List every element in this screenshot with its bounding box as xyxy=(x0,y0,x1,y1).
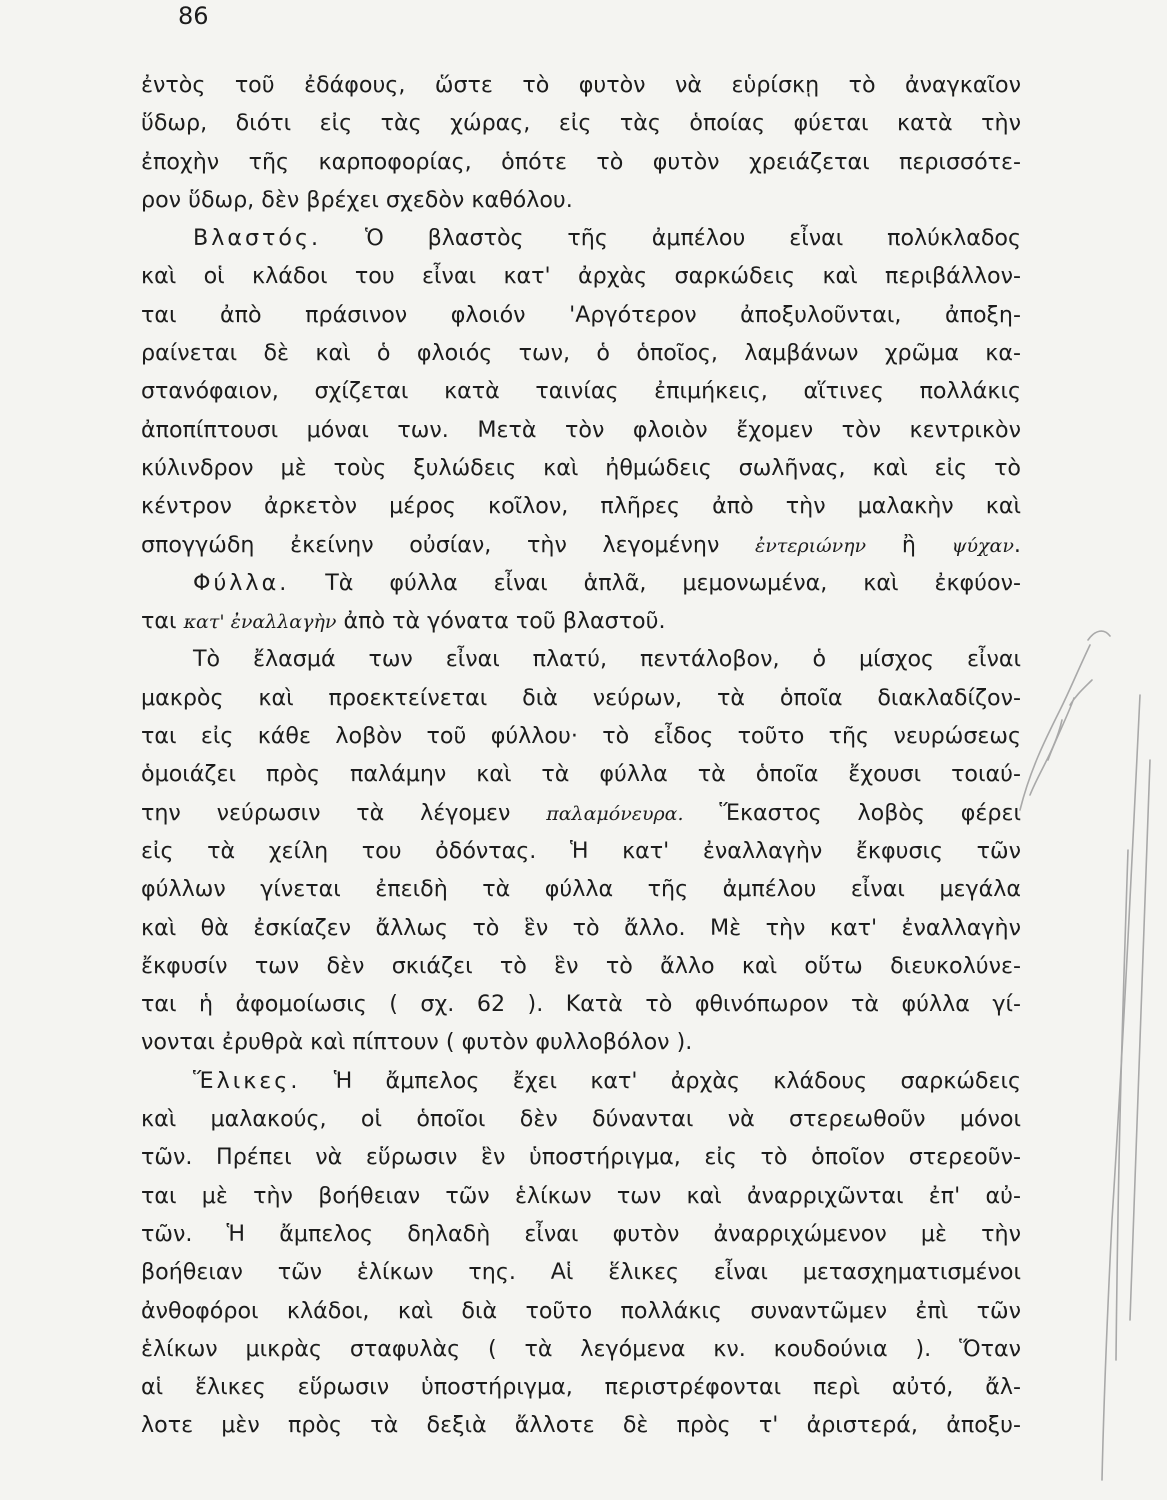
text-line xyxy=(141,334,1021,372)
text-line xyxy=(141,1177,1021,1215)
line-text: καὶ μαλακούς, οἱ ὁποῖοι δὲν δύνανται νὰ στερεωθοῦν μόνοι xyxy=(141,1106,1021,1133)
text-line xyxy=(141,640,1021,678)
line-text: ἀπὸ τὰ γόνατα τοῦ βλαστοῦ. xyxy=(343,608,666,635)
text-line xyxy=(141,564,1021,602)
text-line xyxy=(141,832,1021,870)
line-text: ἢ xyxy=(901,531,916,558)
line-text: κύλινδρον μὲ τοὺς ξυλώδεις καὶ ἠθμώδεις σωλῆνας, καὶ εἰς τὸ xyxy=(141,454,1021,481)
line-text: ται εἰς κάθε λοβὸν τοῦ φύλλου· τὸ εἶδος τοῦτο τῆς νευρώσεως xyxy=(141,723,1021,750)
line-text: ται xyxy=(141,608,177,635)
text-line xyxy=(141,372,1021,410)
text-line xyxy=(141,487,1021,525)
italic-term: κατ' ἐναλλαγὴν xyxy=(183,611,337,634)
line-text: ἐποχὴν τῆς καρποφορίας, ὁπότε τὸ φυτὸν χρειάζεται περισσότε- xyxy=(141,148,1021,175)
line-text: καὶ οἱ κλάδοι του εἶναι κατ' ἀρχὰς σαρκώδεις καὶ περιβάλλον- xyxy=(141,263,1021,290)
line-text: ρον ὕδωρ, δὲν βρέχει σχεδὸν καθόλου. xyxy=(141,186,573,213)
text-line xyxy=(141,1062,1021,1100)
line-text: ται μὲ τὴν βοήθειαν τῶν ἑλίκων των καὶ ἀναρριχῶνται ἐπ' αὐ- xyxy=(141,1182,1021,1209)
text-line xyxy=(141,717,1021,755)
line-text: ἑλίκων μικρὰς σταφυλὰς ( τὰ λεγόμενα κν. κουδούνια ). Ὅταν xyxy=(141,1335,1021,1362)
line-text: ὁμοιάζει πρὸς παλάμην καὶ τὰ φύλλα τὰ ὁποῖα ἔχουσι τοιαύ- xyxy=(141,761,1021,788)
line-text: ὕδωρ, διότι εἰς τὰς χώρας, εἰς τὰς ὁποίας φύεται κατὰ τὴν xyxy=(141,110,1021,137)
line-text: μακρὸς καὶ προεκτείνεται διὰ νεύρων, τὰ ὁποῖα διακλαδίζον- xyxy=(141,684,1021,711)
line-text: την νεύρωσιν τὰ λέγομεν xyxy=(141,799,511,826)
line-text: Ἕκαστος λοβὸς φέρει xyxy=(719,799,1021,826)
line-text: τῶν. Ἡ ἄμπελος δηλαδὴ εἶναι φυτὸν ἀναρριχώμενον μὲ τὴν xyxy=(141,1220,1021,1247)
text-line xyxy=(141,909,1021,947)
line-text: αἱ ἕλικες εὕρωσιν ὑποστήριγμα, περιστρέφονται περὶ αὐτό, ἄλ- xyxy=(141,1374,1021,1401)
text-line xyxy=(141,1292,1021,1330)
text-line xyxy=(141,1138,1021,1176)
text-line xyxy=(141,526,1021,564)
line-text: φύλλων γίνεται ἐπειδὴ τὰ φύλλα τῆς ἀμπέλου εἶναι μεγάλα xyxy=(141,876,1021,903)
text-line xyxy=(141,181,1021,219)
page-number: 86 xyxy=(178,2,209,30)
section-heading: Ἕλικες. xyxy=(193,1067,301,1094)
text-line xyxy=(141,602,1021,640)
text-line xyxy=(141,296,1021,334)
text-line xyxy=(141,66,1021,104)
text-line xyxy=(141,449,1021,487)
line-text: Τὰ φύλλα εἶναι ἁπλᾶ, μεμονωμένα, καὶ ἐκφύον- xyxy=(325,569,1021,596)
line-text: ται ἡ ἀφομοίωσις ( σχ. 62 ). Κατὰ τὸ φθινόπωρον τὰ φύλλα γί- xyxy=(141,991,1021,1018)
line-text: ἀνθοφόροι κλάδοι, καὶ διὰ τοῦτο πολλάκις συναντῶμεν ἐπὶ τῶν xyxy=(141,1297,1021,1324)
text-line xyxy=(141,411,1021,449)
line-text: νονται ἐρυθρὰ καὶ πίπτουν ( φυτὸν φυλλοβόλον ). xyxy=(141,1029,693,1056)
italic-term: ψύχαν xyxy=(951,534,1014,557)
line-text: ἀποπίπτουσι μόναι των. Μετὰ τὸν φλοιὸν ἔχομεν τὸν κεντρικὸν xyxy=(141,416,1021,443)
line-text: Ἡ ἄμπελος ἔχει κατ' ἀρχὰς κλάδους σαρκώδεις xyxy=(333,1067,1021,1094)
line-text: εἰς τὰ χείλη του ὀδόντας. Ἡ κατ' ἐναλλαγὴν ἔκφυσις τῶν xyxy=(141,837,1021,864)
line-text: ραίνεται δὲ καὶ ὁ φλοιός των, ὁ ὁποῖος, λαμβάνων χρῶμα κα- xyxy=(141,340,1021,367)
text-line xyxy=(141,679,1021,717)
line-text: κέντρον ἀρκετὸν μέρος κοῖλον, πλῆρες ἀπὸ τὴν μαλακὴν καὶ xyxy=(141,493,1021,520)
line-text: καὶ θὰ ἐσκίαζεν ἄλλως τὸ ἓν τὸ ἄλλο. Μὲ τὴν κατ' ἐναλλαγὴν xyxy=(141,914,1021,941)
text-line xyxy=(141,1368,1021,1406)
text-line xyxy=(141,1406,1021,1444)
text-line xyxy=(141,794,1021,832)
line-text: λοτε μὲν πρὸς τὰ δεξιὰ ἄλλοτε δὲ πρὸς τ' ἀριστερά, ἀποξυ- xyxy=(141,1412,1021,1439)
text-line xyxy=(141,219,1021,257)
text-line xyxy=(141,1100,1021,1138)
line-text: Τὸ ἔλασμά των εἶναι πλατύ, πεντάλοβον, ὁ μίσχος εἶναι xyxy=(193,646,1021,673)
text-line xyxy=(141,1330,1021,1368)
line-text: ται ἀπὸ πράσινον φλοιόν 'Αργότερον ἀποξυλοῦνται, ἀποξη- xyxy=(141,301,1021,328)
text-line xyxy=(141,755,1021,793)
text-line xyxy=(141,1253,1021,1291)
text-line xyxy=(141,1023,1021,1061)
line-text: βοήθειαν τῶν ἑλίκων της. Αἱ ἕλικες εἶναι μετασχηματισμένοι xyxy=(141,1259,1021,1286)
section-heading: Φύλλα. xyxy=(193,569,290,596)
line-text: Ὁ βλαστὸς τῆς ἀμπέλου εἶναι πολύκλαδος xyxy=(364,225,1021,252)
pencil-margin-mark xyxy=(1000,600,1160,1500)
line-text: ἐντὸς τοῦ ἐδάφους, ὥστε τὸ φυτὸν νὰ εὑρίσκῃ τὸ ἀναγκαῖον xyxy=(141,72,1021,98)
italic-term: παλαμόνευρα. xyxy=(546,802,684,825)
text-line xyxy=(141,1215,1021,1253)
text-line xyxy=(141,985,1021,1023)
italic-term: ἐντεριώνην xyxy=(755,534,867,557)
text-line xyxy=(141,947,1021,985)
text-line xyxy=(141,870,1021,908)
body-text xyxy=(141,66,1021,1445)
line-text: στανόφαιον, σχίζεται κατὰ ταινίας ἐπιμήκεις, αἵτινες πολλάκις xyxy=(141,378,1021,405)
text-line xyxy=(141,143,1021,181)
text-line xyxy=(141,104,1021,142)
line-text: ἔκφυσίν των δὲν σκιάζει τὸ ἓν τὸ ἄλλο καὶ οὕτω διευκολύνε- xyxy=(141,952,1021,979)
line-text: τῶν. Πρέπει νὰ εὕρωσιν ἓν ὑποστήριγμα, εἰς τὸ ὁποῖον στερεοῦν- xyxy=(141,1144,1021,1171)
line-text: σπογγώδη ἐκείνην οὐσίαν, τὴν λεγομένην xyxy=(141,531,720,558)
text-line xyxy=(141,257,1021,295)
section-heading: Βλαστός. xyxy=(193,225,322,252)
line-text: . xyxy=(1013,531,1021,558)
